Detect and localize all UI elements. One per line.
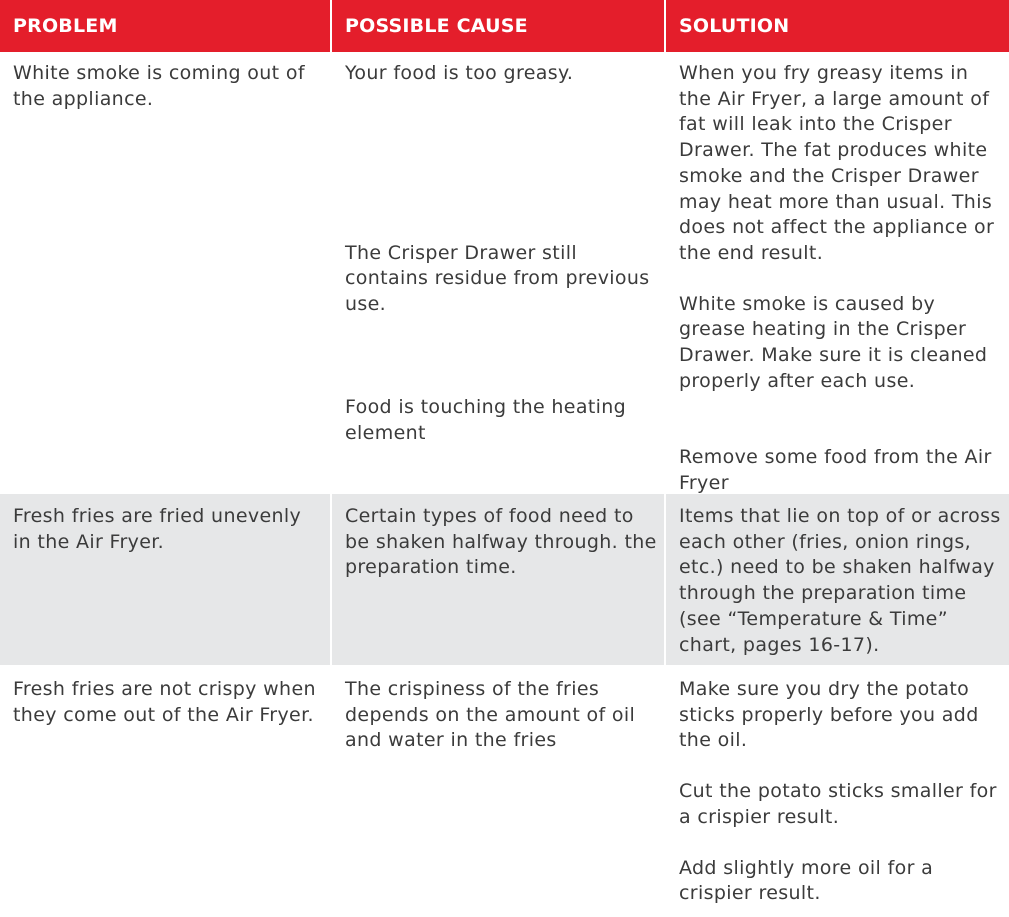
solution-cell: [666, 494, 1009, 665]
cause-text: Your food is too greasy.: [345, 62, 574, 84]
cause-cell: [332, 667, 664, 917]
cause-cell: [332, 494, 664, 665]
solution-text: Add slightly more oil for a crispier result.: [679, 856, 934, 905]
header-possible-cause: POSSIBLE CAUSE: [332, 0, 664, 52]
cause-cell: [332, 52, 664, 492]
solution-text: Remove some food from the Air Fryer: [679, 446, 992, 495]
solution-text: Cut the potato sticks smaller for a crispier result.: [679, 780, 997, 828]
problem-text: Fresh fries are fried unevenly in the Air Fryer.: [13, 505, 302, 553]
problem-text: White smoke is coming out of the appliance.: [13, 62, 305, 110]
cause-text: The crispiness of the fries depends on the amount of oil and water in the fries: [345, 678, 636, 752]
table-row: [0, 52, 1009, 495]
solution-text: When you fry greasy items in the Air Fryer, a large amount of fat will leak into the Crisper Drawer. The fat produces white smoke and the Crisper Drawer may heat more than usual. This does not affect the appliance or the end result.: [679, 62, 995, 264]
cause-text: Certain types of food need to be shaken halfway through. the preparation time.: [345, 505, 657, 579]
header-problem: PROBLEM: [0, 0, 330, 52]
cause-text: The Crisper Drawer still contains residue from previous use.: [345, 241, 650, 316]
solution-text: White smoke is caused by grease heating in the Crisper Drawer. Make sure it is cleaned properly after each use.: [679, 292, 988, 392]
problem-cell: [0, 667, 330, 917]
solution-text: Items that lie on top of or across each other (fries, onion rings, etc.) need to be shaken halfway through the preparation time (see “Temperature & Time” chart, pages 16-17).: [679, 505, 1001, 656]
table-header-row: [0, 0, 1009, 52]
cause-text: Food is touching the heating element: [345, 395, 627, 444]
problem-text: Fresh fries are not crispy when they come out of the Air Fryer.: [13, 678, 316, 726]
solution-cell: [666, 52, 1009, 495]
problem-cell: [0, 52, 330, 492]
problem-cell: [0, 494, 330, 665]
table-row: [0, 667, 1009, 917]
table-row: [0, 494, 1009, 665]
solution-cell: [666, 667, 1009, 917]
header-solution: SOLUTION: [666, 0, 1009, 52]
solution-text: Make sure you dry the potato sticks properly before you add the oil.: [679, 678, 979, 752]
